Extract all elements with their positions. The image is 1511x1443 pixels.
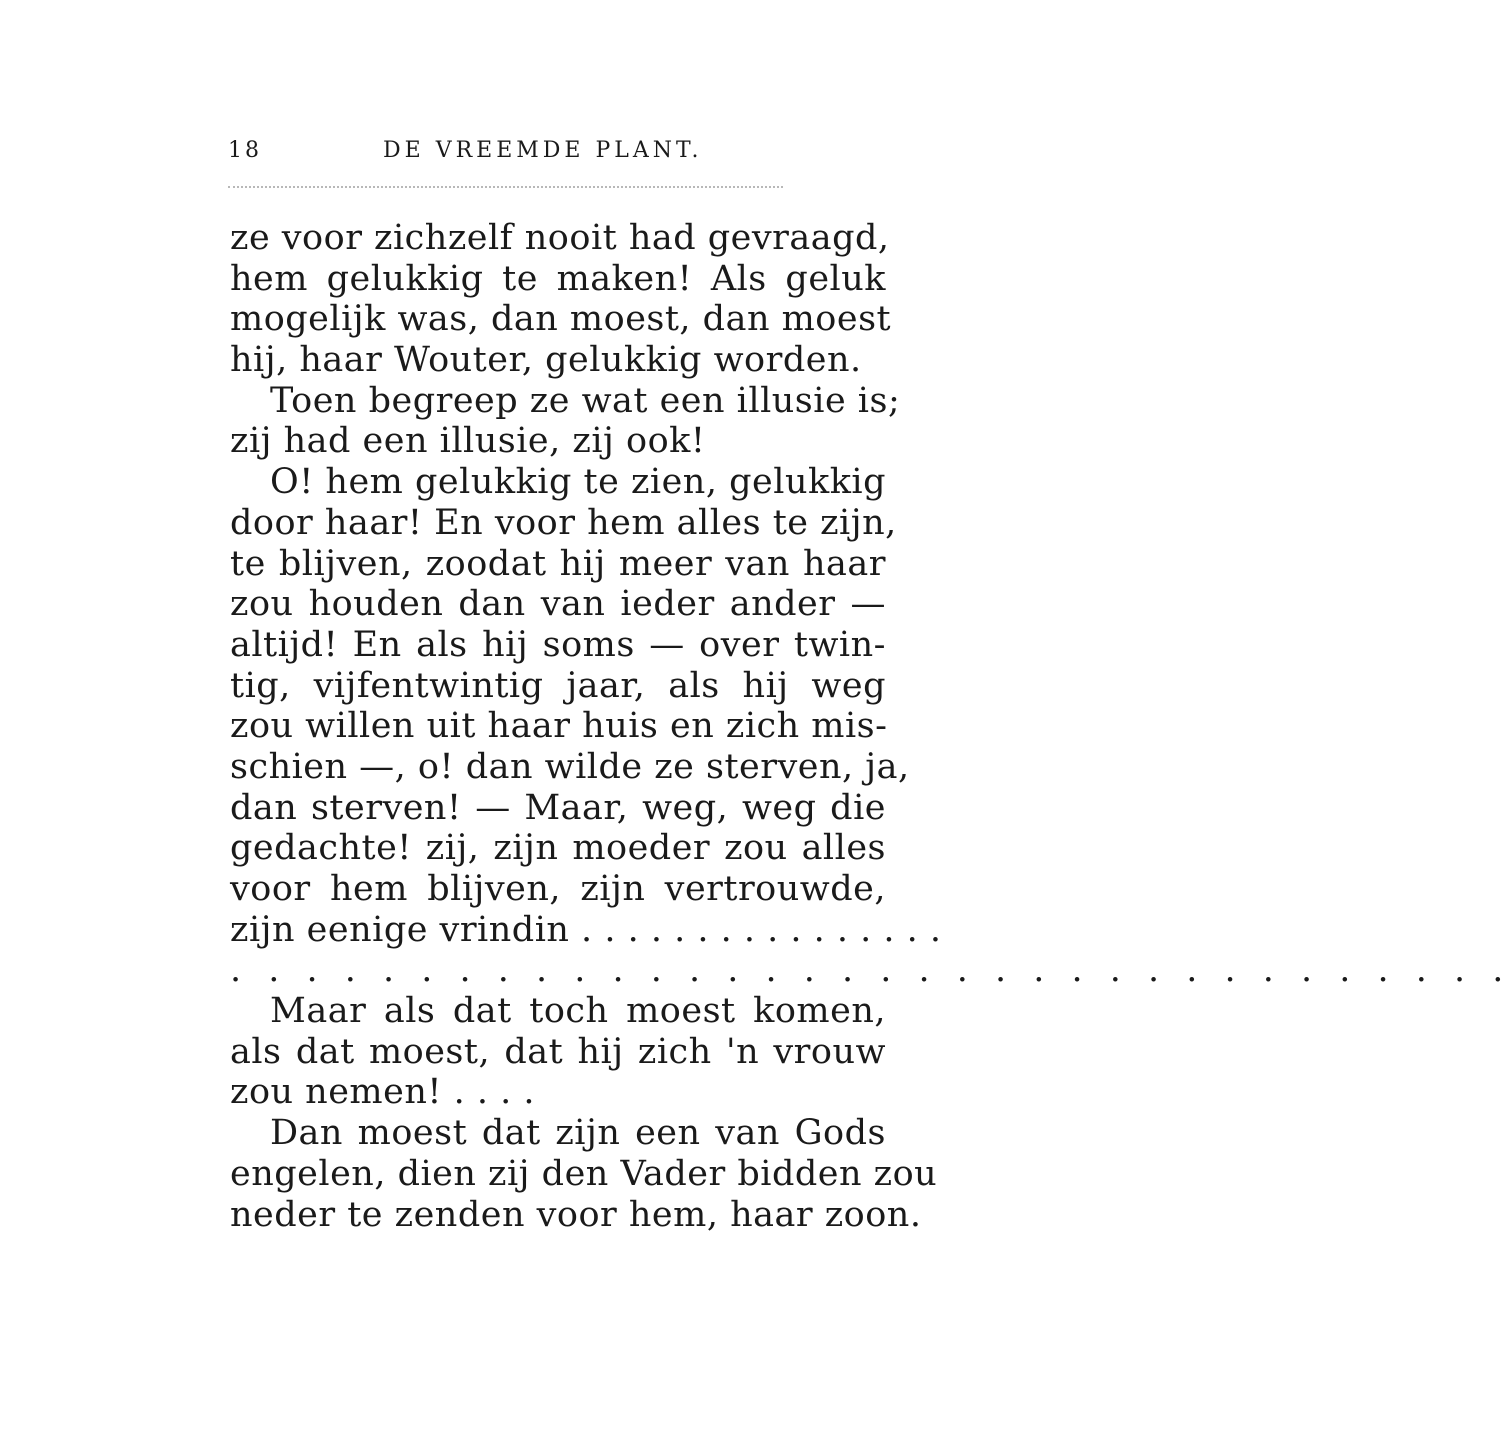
- text-line: door haar! En voor hem alles te zijn,: [230, 502, 897, 543]
- text-line: te blijven, zoodat hij meer van haar: [230, 543, 886, 584]
- header-rule: [228, 186, 783, 188]
- text-line: ze voor zichzelf nooit had gevraagd,: [230, 218, 890, 258]
- text-line: zou nemen! . . . .: [230, 1072, 535, 1113]
- running-title: DE VREEMDE PLANT.: [383, 138, 703, 163]
- text-line: hij, haar Wouter, gelukkig worden.: [230, 340, 862, 381]
- text-line: gedachte! zij, zijn moeder zou alles: [230, 828, 886, 869]
- ellipsis-line: . . . . . . . . . . . . . . . . . . . . . . . . . . . . . . . . . .: [230, 950, 1511, 991]
- text-line: zou willen uit haar huis en zich mis-: [230, 706, 888, 747]
- text-line: zijn eenige vrindin . . . . . . . . . . . . . . . .: [230, 909, 942, 950]
- text-line: altijd! En als hij soms — over twin-: [230, 624, 886, 665]
- text-line: mogelijk was, dan moest, dan moest: [230, 299, 892, 340]
- body-text: [230, 218, 1511, 1235]
- page-number: 18: [228, 138, 262, 163]
- text-line: Maar als dat toch moest komen,: [270, 991, 886, 1032]
- text-line: zij had een illusie, zij ook!: [230, 421, 706, 462]
- text-line: Toen begreep ze wat een illusie is;: [270, 380, 901, 421]
- text-line: O! hem gelukkig te zien, gelukkig: [270, 462, 886, 503]
- text-line: schien —, o! dan wilde ze sterven, ja,: [230, 746, 910, 787]
- text-line: voor hem blijven, zijn vertrouwde,: [230, 869, 886, 909]
- text-line: neder te zenden voor hem, haar zoon.: [230, 1194, 922, 1235]
- text-line: tig, vijfentwintig jaar, als hij weg: [230, 665, 886, 706]
- text-line: als dat moest, dat hij zich 'n vrouw: [230, 1031, 886, 1072]
- text-line: Dan moest dat zijn een van Gods: [270, 1113, 886, 1154]
- running-head: [228, 138, 728, 178]
- text-line: hem gelukkig te maken! Als geluk: [230, 258, 886, 299]
- text-line: dan sterven! — Maar, weg, weg die: [230, 787, 886, 828]
- text-line: engelen, dien zij den Vader bidden zou: [230, 1153, 938, 1194]
- text-line: zou houden dan van ieder ander —: [230, 584, 886, 625]
